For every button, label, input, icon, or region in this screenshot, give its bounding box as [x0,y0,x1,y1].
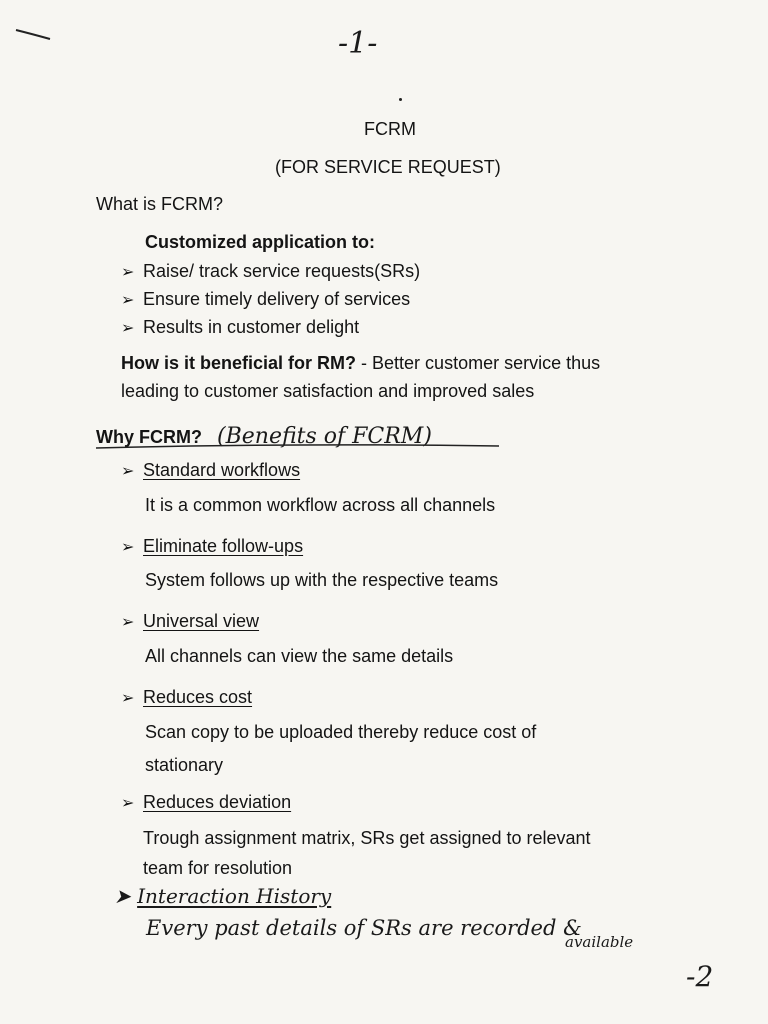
handwritten-heading: Interaction History [137,884,332,908]
handwritten-available: available [565,933,634,951]
why-question-text: Why FCRM? [96,427,202,447]
benefit-desc: It is a common workflow across all channels [145,495,496,515]
list-item-text: Ensure timely delivery of services [143,289,411,309]
page-subtitle: (FOR SERVICE REQUEST) [275,157,501,177]
customized-heading: Customized application to: [145,232,376,252]
list-item-text: Raise/ track service requests(SRs) [143,261,421,281]
benefit-heading [121,792,291,813]
benefit-heading-text: Universal view [143,611,260,631]
benefit-heading-text: Standard workflows [143,460,301,480]
benefit-heading [121,536,303,557]
dot-mark [399,98,402,101]
list-item-text: Results in customer delight [143,317,360,337]
beneficial-line-2: leading to customer satisfaction and improved sales [121,381,535,401]
benefit-heading [121,687,252,708]
arrow-bullet-icon: ➢ [121,690,135,707]
page-number-top: -1- [338,26,378,61]
benefit-desc: All channels can view the same details [145,646,454,666]
benefit-desc: System follows up with the respective teams [145,570,499,590]
list-item [121,261,420,282]
beneficial-question: How is it beneficial for RM? [121,353,357,373]
benefit-heading [121,611,259,632]
arrow-bullet-icon: ➢ [121,320,135,337]
benefit-desc: team for resolution [143,858,293,878]
benefit-desc: Scan copy to be uploaded thereby reduce cost of [145,722,537,742]
benefit-desc: Trough assignment matrix, SRs get assigned to relevant [143,828,591,848]
benefit-heading [121,460,300,481]
beneficial-answer: - Better customer service thus [356,353,601,373]
handwritten-bullet [114,884,331,908]
question-what: What is FCRM? [96,194,224,214]
benefit-heading-text: Reduces deviation [143,792,292,812]
list-item [121,317,359,338]
arrow-bullet-icon: ➢ [121,795,135,812]
beneficial-line-1 [121,353,600,374]
arrow-bullet-icon: ➢ [121,539,135,556]
benefit-desc: stationary [145,755,224,775]
arrow-bullet-icon: ➤ [114,884,131,908]
benefit-heading-text: Reduces cost [143,687,253,707]
handwritten-underline [94,443,504,451]
handwritten-line: Every past details of SRs are recorded & [146,916,582,940]
list-item [121,289,410,310]
benefit-heading-text: Eliminate follow-ups [143,536,304,556]
margin-mark [14,22,54,42]
arrow-bullet-icon: ➢ [121,264,135,281]
arrow-bullet-icon: ➢ [121,292,135,309]
handwritten-note: (Benefits of FCRM) [217,424,432,449]
page-number-bottom: -2 [686,960,714,993]
arrow-bullet-icon: ➢ [121,463,135,480]
arrow-bullet-icon: ➢ [121,614,135,631]
page-title: FCRM [364,119,416,139]
